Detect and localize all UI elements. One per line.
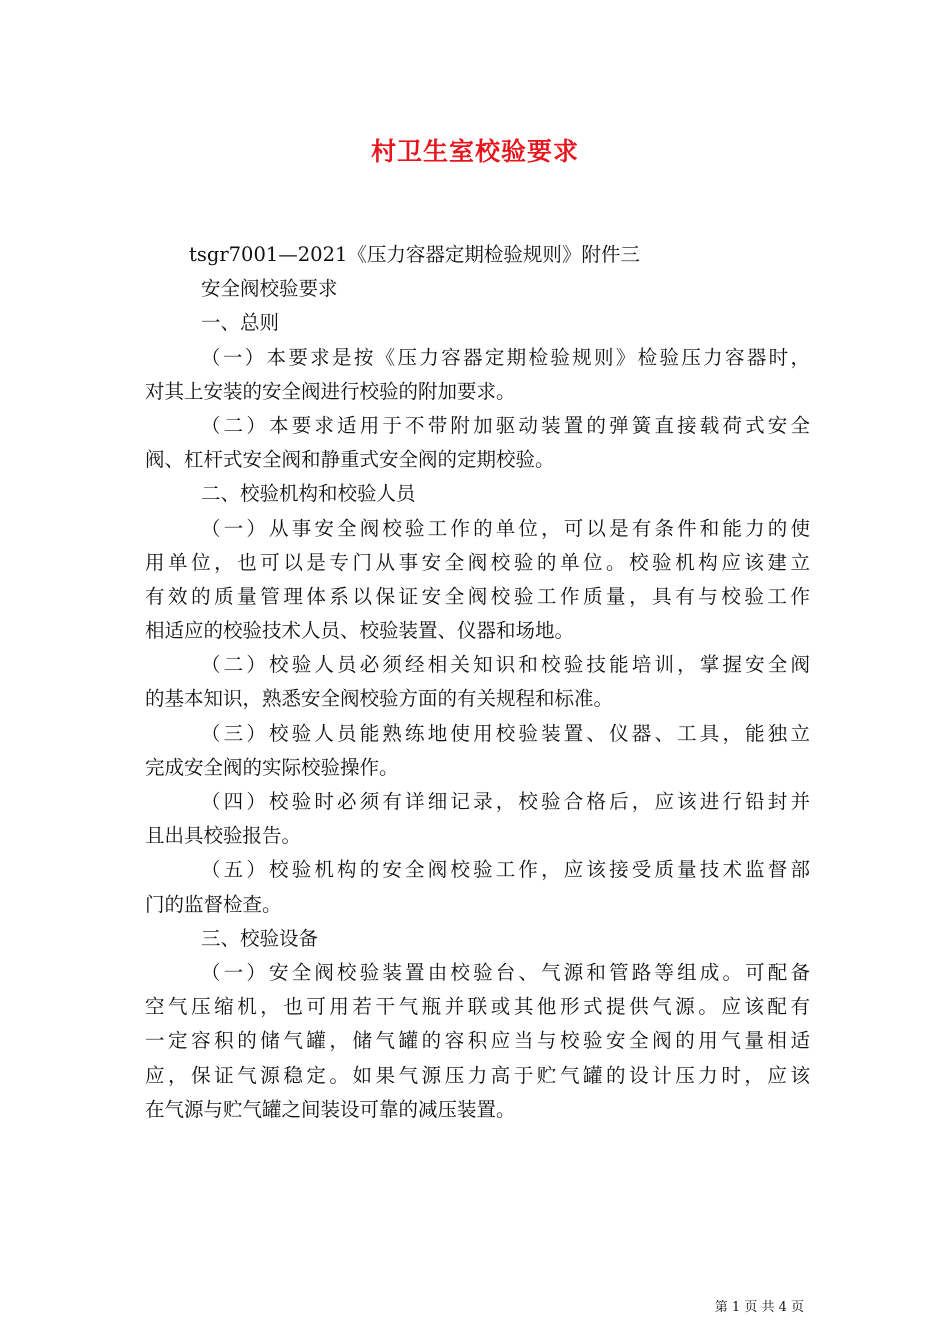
- text-line: 三、校验设备: [201, 926, 319, 950]
- text-line: （一）从事安全阀校验工作的单位，可以是有条件和能力的使: [201, 516, 810, 540]
- text-line: 一定容积的储气罐，储气罐的容积应当与校验安全阀的用气量相适: [145, 1029, 810, 1053]
- page-footer: 第 1 页 共 4 页: [714, 1300, 804, 1315]
- text-line: 应，保证气源稳定。如果气源压力高于贮气罐的设计压力时，应该: [145, 1063, 810, 1087]
- text-line: 有效的质量管理体系以保证安全阀校验工作质量，具有与校验工作: [145, 584, 810, 608]
- document-title: 村卫生室校验要求: [370, 137, 579, 166]
- text-line: 对其上安装的安全阀进行校验的附加要求。: [145, 379, 516, 403]
- text-line: （五）校验机构的安全阀校验工作，应该接受质量技术监督部: [201, 858, 810, 882]
- text-line: tsgr7001—2021《压力容器定期检验规则》附件三: [189, 243, 640, 266]
- text-line: 门的监督检查。: [145, 892, 282, 916]
- text-line: 在气源与贮气罐之间装设可靠的减压装置。: [145, 1097, 516, 1121]
- text-line: （二）校验人员必须经相关知识和校验技能培训，掌握安全阀: [201, 653, 810, 677]
- text-line: （四）校验时必须有详细记录，校验合格后，应该进行铅封并: [201, 790, 810, 813]
- text-line: 的基本知识，熟悉安全阀校验方面的有关规程和标准。: [145, 687, 614, 711]
- text-line: 完成安全阀的实际校验操作。: [145, 755, 399, 779]
- text-line: （一）安全阀校验装置由校验台、气源和管路等组成。可配备: [201, 960, 810, 984]
- text-line: （一）本要求是按《压力容器定期检验规则》检验压力容器时，: [201, 345, 810, 369]
- document-body: [145, 238, 810, 1127]
- text-line: 阀、杠杆式安全阀和静重式安全阀的定期校验。: [145, 448, 555, 472]
- text-line: 且出具校验报告。: [145, 824, 302, 848]
- text-line: 安全阀校验要求: [201, 277, 338, 301]
- text-line: （三）校验人员能熟练地使用校验装置、仪器、工具，能独立: [201, 721, 810, 745]
- text-line: 用单位，也可以是专门从事安全阀校验的单位。校验机构应该建立: [145, 550, 810, 574]
- text-line: （二）本要求适用于不带附加驱动装置的弹簧直接载荷式安全: [201, 413, 810, 437]
- text-line: 空气压缩机，也可用若干气瓶并联或其他形式提供气源。应该配有: [145, 995, 810, 1019]
- text-line: 二、校验机构和校验人员: [201, 482, 416, 506]
- text-line: 相适应的校验技术人员、校验装置、仪器和场地。: [145, 619, 575, 643]
- text-line: 一、总则: [201, 311, 280, 335]
